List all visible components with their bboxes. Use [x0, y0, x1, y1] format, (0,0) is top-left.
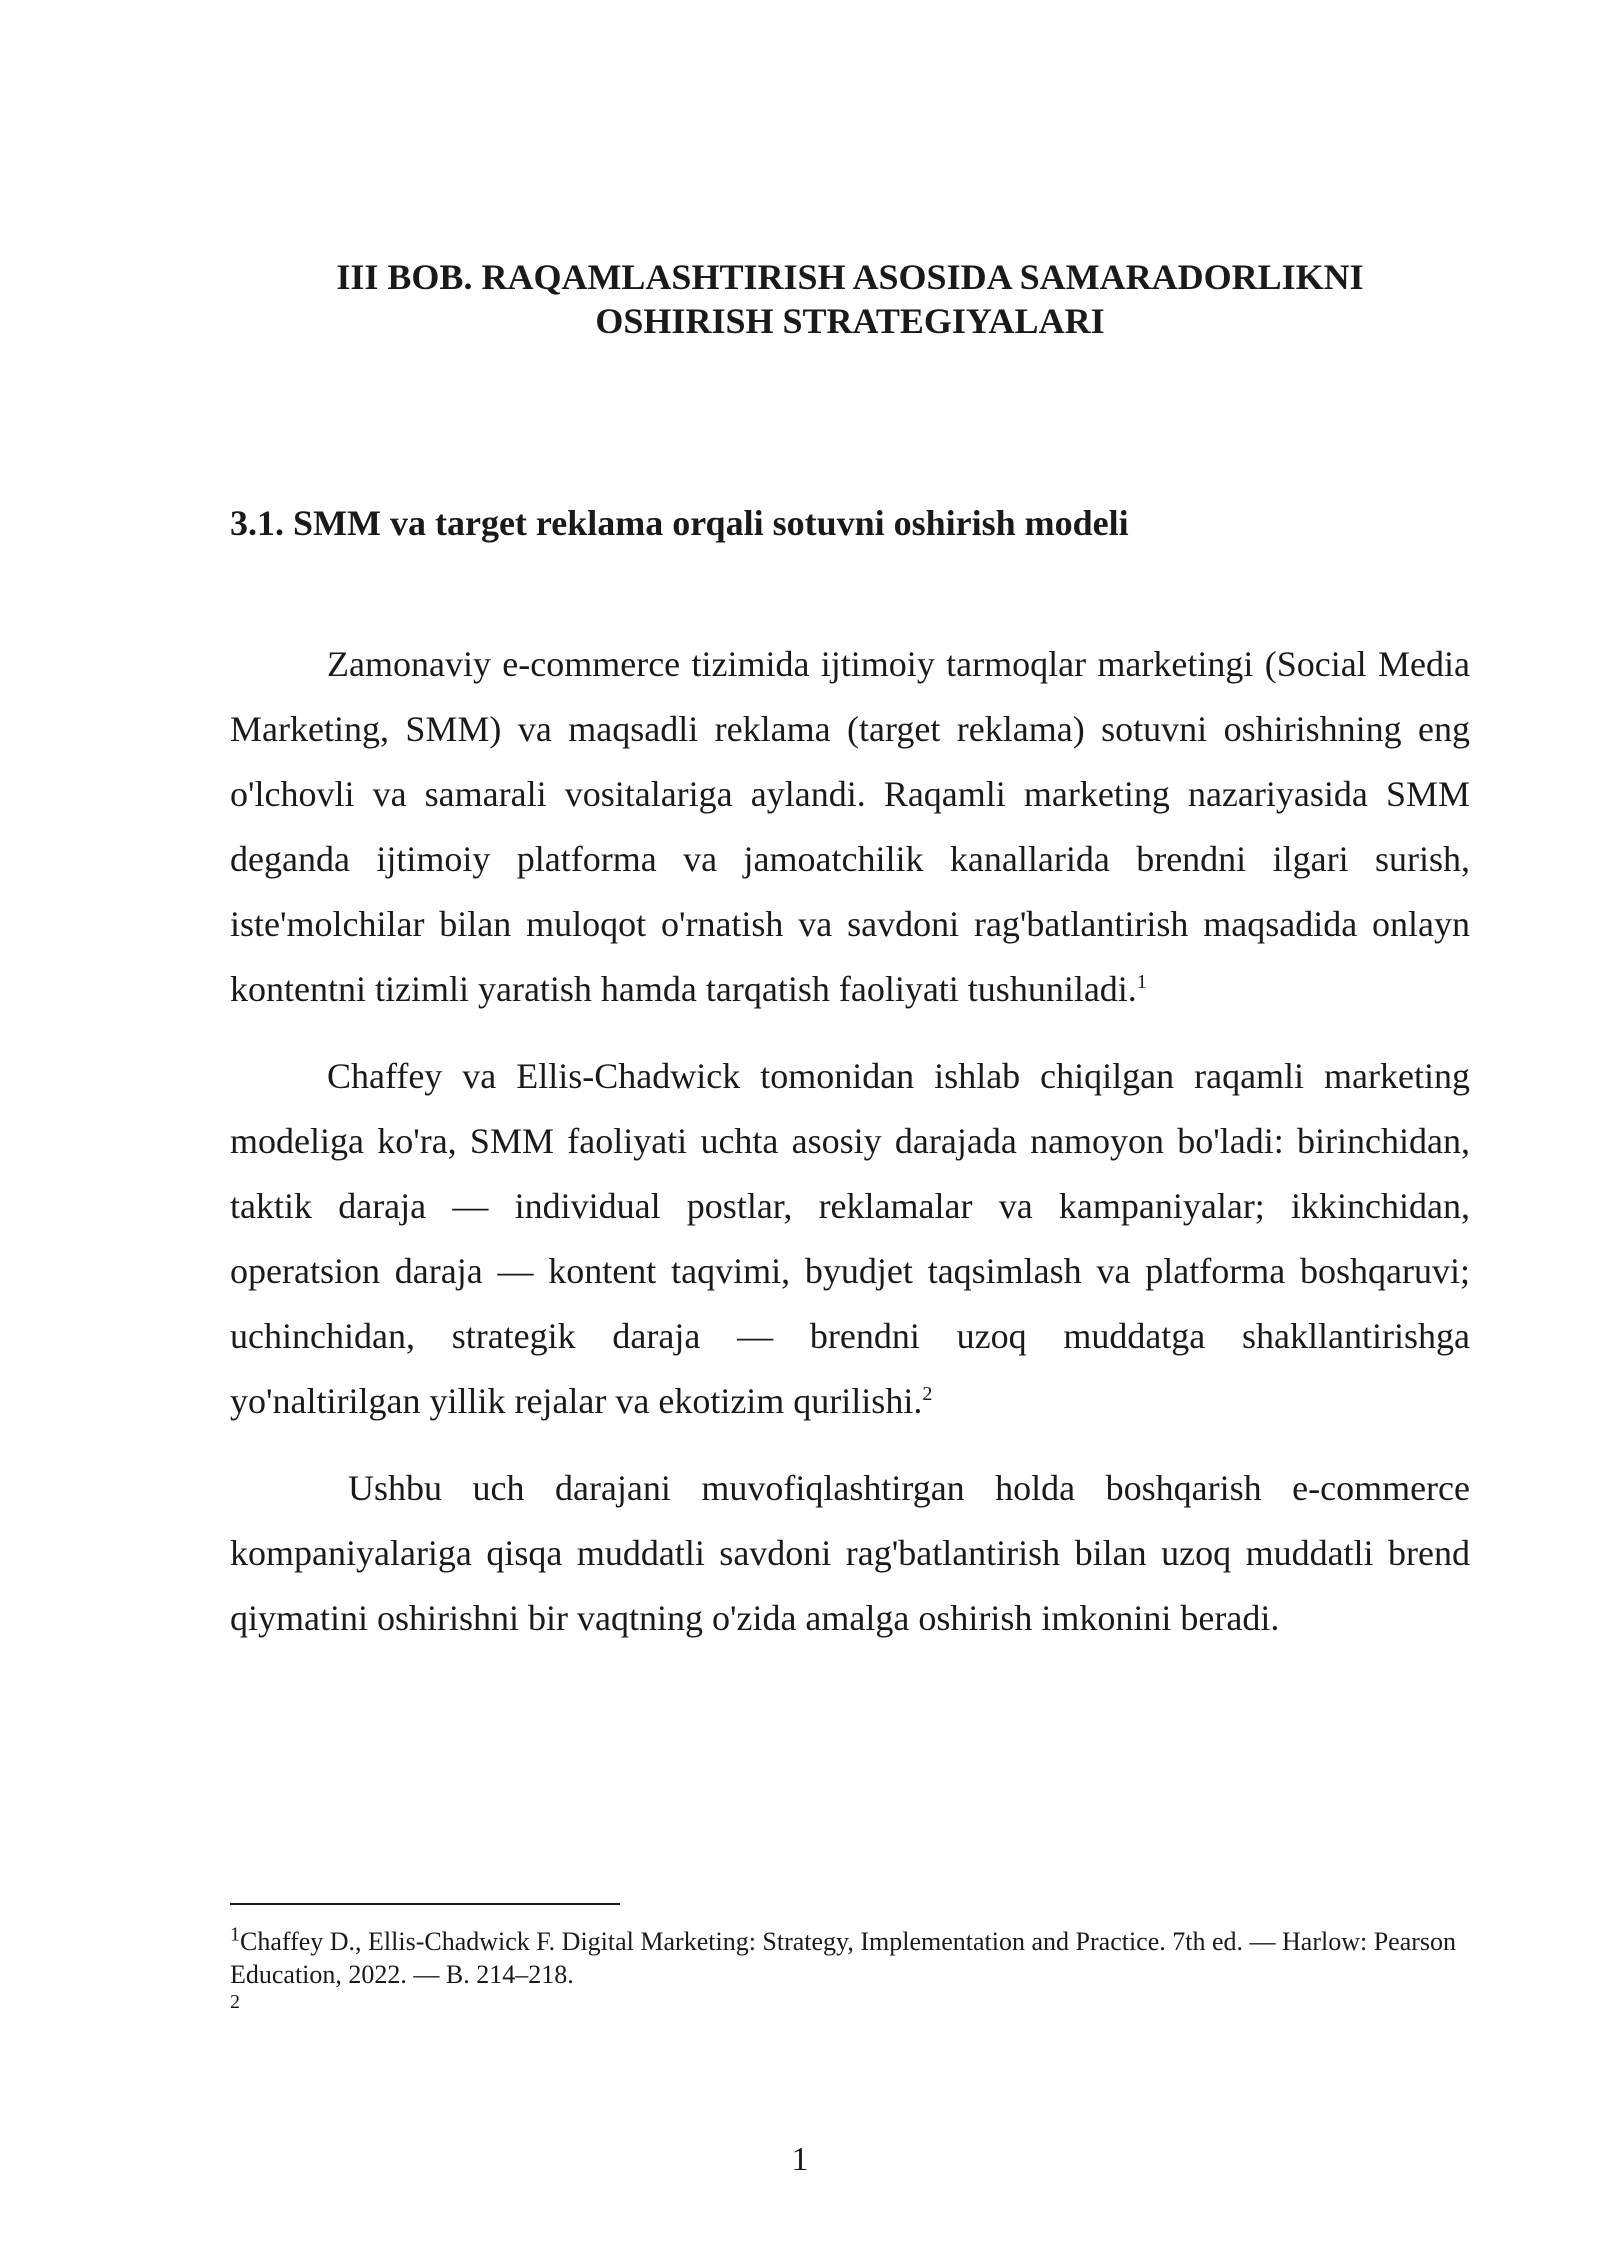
body-text [230, 632, 1470, 1673]
chapter-title [230, 255, 1470, 343]
paragraph-1 [230, 632, 1470, 1022]
paragraph-2-text: Chaffey va Ellis-Chadwick tomonidan ishlab chiqilgan raqamli marketing modeliga ko'ra, SMM faoliyati uchta asosiy darajada namoyon bo'ladi: birinchidan, taktik daraja — individual postlar, reklamalar va kampaniyalar; ikkinchidan, operatsion daraja — kontent taqvimi, byudjet taqsimlash va platforma boshqaruvi; uchinchidan, strategik daraja — brendni uzoq muddatga shakllantirishga yo'naltirilgan yillik rejalar va ekotizim qurilishi. [230, 1056, 1470, 1421]
footnote-mark-1: 1 [230, 1923, 240, 1946]
footnote-mark-2: 2 [230, 1991, 240, 2013]
chapter-title-line-1: III BOB. RAQAMLASHTIRISH ASOSIDA SAMARADORLIKNI [336, 257, 1364, 297]
footnote-2 [230, 1991, 1470, 2013]
paragraph-1-text: Zamonaviy e-commerce tizimida ijtimoiy tarmoqlar marketingi (Social Media Marketing, SMM) va maqsadli reklama (target reklama) sotuvni oshirishning eng o'lchovli va samarali vositalariga aylandi. Raqamli marketing nazariyasida SMM deganda ijtimoiy platforma va jamoatchilik kanallarida brendni ilgari surish, iste'molchilar bilan muloqot o'rnatish va savdoni rag'batlantirish maqsadida onlayn kontentni tizimli yaratish hamda tarqatish faoliyati tushuniladi. [230, 644, 1470, 1009]
footnote-separator [230, 1903, 620, 1905]
page-number: 1 [791, 2141, 809, 2178]
paragraph-2 [230, 1044, 1470, 1434]
footnote-ref-2[interactable]: 2 [922, 1383, 933, 1405]
footnote-ref-1[interactable]: 1 [1136, 971, 1147, 993]
paragraph-3 [230, 1456, 1470, 1651]
section-heading: 3.1. SMM va target reklama orqali sotuvni oshirish modeli [230, 503, 1129, 543]
footnote-1-text: Chaffey D., Ellis-Chadwick F. Digital Marketing: Strategy, Implementation and Practice. 7th ed. — Harlow: Pearson Education, 2022. — B. 214–218. [230, 1927, 1457, 1989]
chapter-title-line-2: OSHIRISH STRATEGIYALARI [595, 301, 1105, 341]
paragraph-3-text: Ushbu uch darajani muvofiqlashtirgan holda boshqarish e-commerce kompaniyalariga qisqa muddatli savdoni rag'batlantirish bilan uzoq muddatli brend qiymatini oshirishni bir vaqtning o'zida amalga oshirish imkonini beradi. [230, 1468, 1470, 1638]
footnotes [230, 1925, 1470, 2013]
footnote-1 [230, 1925, 1470, 1991]
